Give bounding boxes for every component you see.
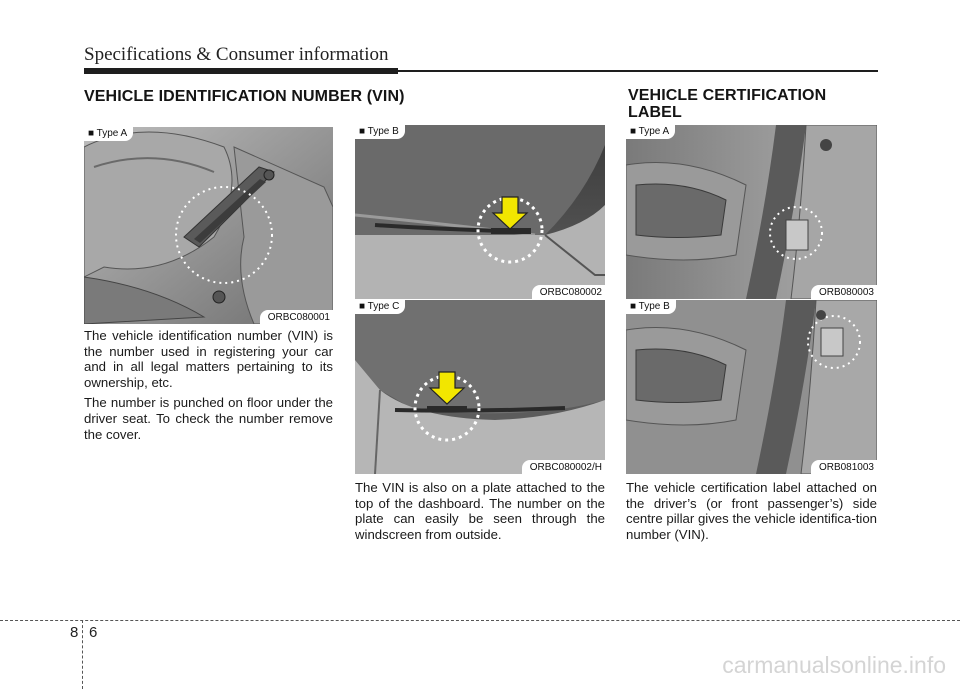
dashboard-plate-illustration — [355, 300, 605, 474]
figure-type-tag: ■ Type B — [626, 300, 676, 314]
page-number: 6 — [89, 624, 98, 641]
figure-type-tag: ■ Type B — [355, 125, 405, 139]
figure-code: ORB080003 — [811, 285, 877, 299]
vin-paragraph-2: The number is punched on floor under the driver seat. To check the number remove the cover. — [84, 395, 333, 442]
vin-plate-description — [355, 480, 605, 547]
vin-paragraph-1: The vehicle identification number (VIN) is the number used in registering your car and in all legal matters pertaining to its ownership, etc. — [84, 328, 333, 390]
footer-divider — [0, 620, 960, 621]
figure-vin-type-b — [355, 125, 605, 299]
figure-vin-type-a — [84, 127, 333, 324]
figure-code: ORBC080001 — [260, 310, 333, 324]
cert-description — [626, 480, 877, 547]
cert-title-line1: VEHICLE CERTIFICATION — [628, 87, 827, 104]
header-rule-thick — [84, 68, 398, 74]
figure-type-tag: ■ Type A — [626, 125, 675, 139]
chapter-number: 8 — [70, 624, 79, 641]
figure-code: ORBC080002/H — [522, 460, 605, 474]
figure-cert-type-b — [626, 300, 877, 474]
cert-section-title — [628, 87, 826, 121]
vin-paragraph-3: The VIN is also on a plate attached to the top of the dashboard. The number on the plate can easily be seen through the windscreen from outside. — [355, 480, 605, 542]
figure-code: ORBC080002 — [532, 285, 605, 299]
figure-vin-type-c — [355, 300, 605, 474]
figure-type-tag: ■ Type C — [355, 300, 405, 314]
figure-code: ORB081003 — [811, 460, 877, 474]
running-header-title: Specifications & Consumer information — [84, 44, 389, 65]
vin-section-title: VEHICLE IDENTIFICATION NUMBER (VIN) — [84, 88, 405, 105]
vin-description — [84, 328, 333, 447]
door-pillar-illustration — [626, 300, 877, 474]
figure-type-tag: ■ Type A — [84, 127, 133, 141]
footer-vertical-divider — [82, 620, 83, 689]
header-rule-thin — [398, 70, 878, 72]
watermark: carmanualsonline.info — [722, 652, 946, 678]
dashboard-plate-illustration — [355, 125, 605, 299]
cert-paragraph-1: The vehicle certification label attached on the driver’s (or front passenger’s) side centre pillar gives the vehicle identifica-tion number (VIN). — [626, 480, 877, 542]
door-pillar-illustration — [626, 125, 877, 299]
figure-cert-type-a — [626, 125, 877, 299]
cert-title-line2: LABEL — [628, 104, 682, 121]
seat-floor-illustration — [84, 127, 333, 324]
